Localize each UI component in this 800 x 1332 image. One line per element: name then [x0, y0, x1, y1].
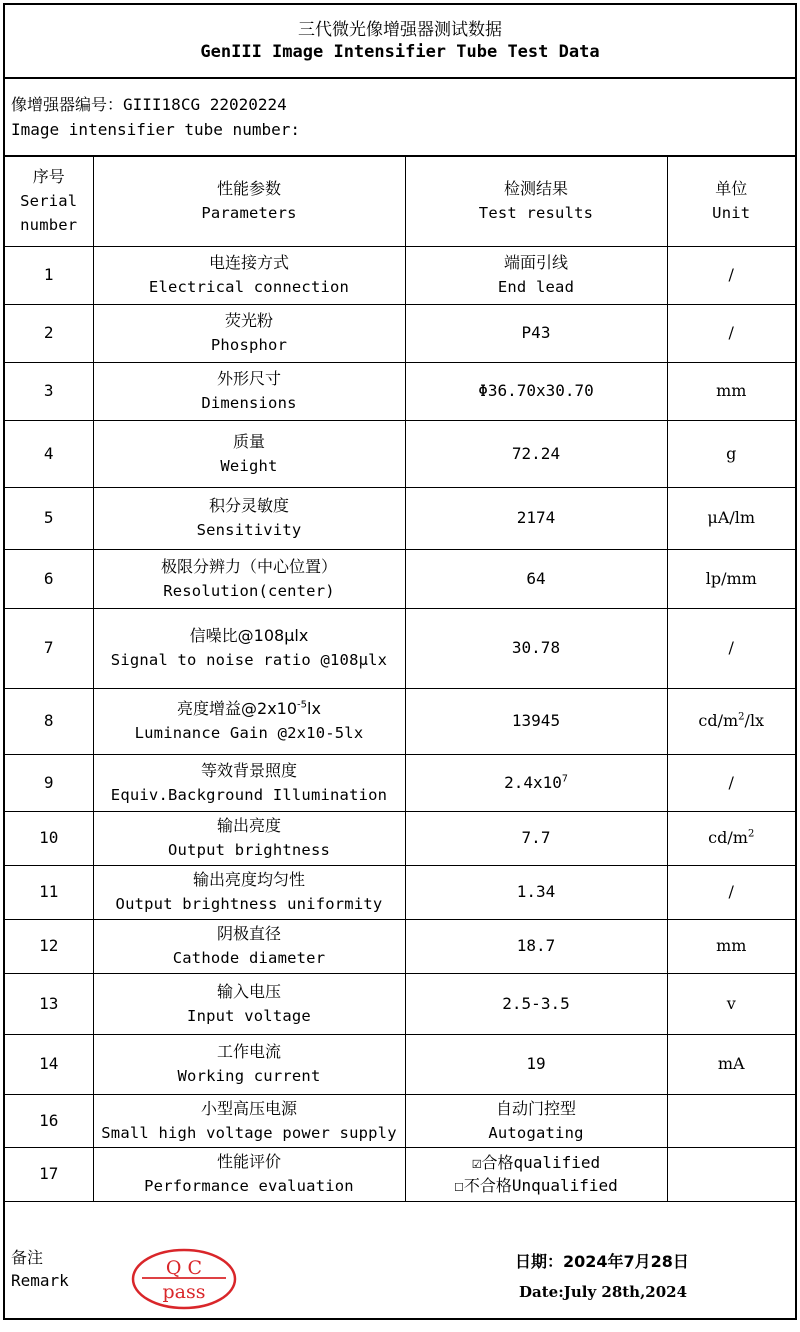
tube-number-label-en: Image intensifier tube number: — [11, 120, 300, 139]
header-parameters-en: Parameters — [201, 204, 297, 223]
parameter-zh: 质量 — [232, 431, 265, 451]
row-result: 19 — [405, 1034, 667, 1094]
row-serial: 17 — [5, 1147, 93, 1201]
tube-number-line — [11, 92, 795, 117]
row-parameter — [93, 919, 405, 973]
table-row — [5, 608, 795, 688]
row-result: P43 — [405, 304, 667, 362]
parameter-zh-text: 亮度增益@2x10 — [177, 699, 298, 718]
result-zh: 端面引线 — [503, 253, 568, 272]
row-result: 72.24 — [405, 420, 667, 487]
parameter-en: Sensitivity — [196, 521, 302, 539]
row-serial: 11 — [5, 865, 93, 919]
stamp-pass-text: pass — [162, 1280, 206, 1303]
parameter-en: Cathode diameter — [172, 949, 326, 967]
tube-number-label-zh: 像增强器编号： — [11, 95, 124, 114]
row-unit: g — [667, 420, 795, 487]
stamp-qc-text: Q C — [165, 1256, 203, 1279]
row-unit — [667, 1147, 795, 1201]
parameter-zh-suffix: lx — [307, 699, 321, 718]
row-unit: / — [667, 608, 795, 688]
row-result: 18.7 — [405, 919, 667, 973]
result-zh: 自动门控型 — [495, 1098, 576, 1118]
header-serial — [5, 157, 93, 246]
parameter-en: Small high voltage power supply — [101, 1123, 397, 1142]
parameter-en: Signal to noise ratio @108μlx — [110, 651, 388, 669]
table-row — [5, 246, 795, 304]
row-unit: / — [667, 304, 795, 362]
row-unit: / — [667, 865, 795, 919]
row-serial: 14 — [5, 1034, 93, 1094]
row-parameter — [93, 487, 405, 549]
row-serial: 1 — [5, 246, 93, 304]
date-english: Date:July 28th,2024 — [519, 1282, 688, 1301]
checked-checkbox-icon: ☑ — [471, 1153, 482, 1172]
parameter-zh: 阴极直径 — [216, 924, 281, 943]
row-result: 2174 — [405, 487, 667, 549]
parameter-zh-exponent: -5 — [297, 699, 308, 711]
row-parameter — [93, 1094, 405, 1147]
row-serial: 12 — [5, 919, 93, 973]
row-serial: 7 — [5, 608, 93, 688]
parameter-en: Dimensions — [201, 394, 297, 412]
row-result: 1.34 — [405, 865, 667, 919]
row-result: 64 — [405, 549, 667, 608]
parameter-en: Weight — [220, 456, 278, 475]
qc-pass-stamp — [130, 1247, 238, 1311]
parameter-en: Working current — [177, 1067, 321, 1085]
header-serial-en-2: number — [20, 216, 78, 235]
table-row — [5, 362, 795, 420]
parameter-zh: 外形尺寸 — [216, 369, 281, 388]
row-unit — [667, 811, 795, 865]
row-unit: mA — [667, 1034, 795, 1094]
row-parameter — [93, 811, 405, 865]
qualified-label: 合格qualified — [481, 1153, 601, 1172]
table-row — [5, 919, 795, 973]
tube-number-section — [5, 79, 795, 157]
row-result: 2.5-3.5 — [405, 973, 667, 1034]
header-parameters — [93, 157, 405, 246]
header-results-zh: 检测结果 — [503, 179, 568, 199]
header-unit — [667, 157, 795, 246]
row-unit — [667, 688, 795, 754]
row-unit: v — [667, 973, 795, 1034]
parameter-zh: 荧光粉 — [224, 311, 273, 330]
parameter-zh: 输出亮度 — [216, 816, 281, 835]
table-header-row — [5, 157, 795, 246]
header-parameters-zh: 性能参数 — [216, 179, 281, 199]
row-parameter — [93, 362, 405, 420]
remark-label — [11, 1246, 69, 1292]
parameter-zh: 极限分辨力（中心位置） — [160, 556, 337, 576]
tube-number-value: GIII18CG 22020224 — [123, 95, 287, 114]
parameter-zh — [94, 697, 405, 721]
row-unit: / — [667, 754, 795, 811]
empty-checkbox-icon: ☐ — [454, 1176, 464, 1195]
row-serial: 5 — [5, 487, 93, 549]
row-unit: / — [667, 246, 795, 304]
row-result: 13945 — [405, 688, 667, 754]
parameter-zh: 小型高压电源 — [200, 1098, 297, 1118]
unit-exponent: 2 — [747, 828, 755, 840]
document-header — [5, 5, 795, 79]
remark-label-zh: 备注 — [11, 1247, 44, 1267]
parameter-en: Equiv.Background Illumination — [110, 785, 388, 804]
parameter-zh: 性能评价 — [216, 1152, 281, 1171]
table-row — [5, 973, 795, 1034]
row-serial: 3 — [5, 362, 93, 420]
row-serial: 10 — [5, 811, 93, 865]
table-row — [5, 811, 795, 865]
parameter-en: Output brightness uniformity — [115, 895, 383, 913]
row-unit: mm — [667, 919, 795, 973]
table-row — [5, 549, 795, 608]
parameter-zh: 积分灵敏度 — [208, 496, 289, 515]
row-parameter — [93, 420, 405, 487]
parameter-zh: 电连接方式 — [208, 253, 289, 272]
date-chinese: 日期：2024年7月28日 — [515, 1251, 689, 1271]
row-unit — [667, 1094, 795, 1147]
header-serial-en-1: Serial — [20, 192, 78, 211]
row-parameter — [93, 754, 405, 811]
qualified-option — [406, 1151, 667, 1174]
row-result — [405, 754, 667, 811]
parameter-zh: 工作电流 — [216, 1042, 281, 1061]
row-parameter — [93, 549, 405, 608]
row-serial: 9 — [5, 754, 93, 811]
row-unit: mm — [667, 362, 795, 420]
row-unit: μA/lm — [667, 487, 795, 549]
table-row — [5, 754, 795, 811]
unit-text: cd/m — [698, 711, 739, 730]
row-result: Φ36.70x30.70 — [405, 362, 667, 420]
parameter-zh: 等效背景照度 — [200, 760, 297, 780]
row-result: 7.7 — [405, 811, 667, 865]
table-row — [5, 420, 795, 487]
row-result — [405, 246, 667, 304]
parameter-en: Resolution(center) — [163, 581, 335, 600]
row-result — [405, 1094, 667, 1147]
row-parameter — [93, 865, 405, 919]
parameter-zh: 输入电压 — [216, 981, 281, 1001]
title-english: GenIII Image Intensifier Tube Test Data — [200, 42, 600, 62]
row-parameter — [93, 688, 405, 754]
table-row — [5, 1094, 795, 1147]
test-data-sheet — [3, 3, 797, 1320]
row-serial: 6 — [5, 549, 93, 608]
unqualified-option — [406, 1174, 667, 1197]
row-parameter — [93, 973, 405, 1034]
row-parameter — [93, 608, 405, 688]
test-data-table — [5, 157, 795, 1202]
parameter-zh: 信噪比@108μlx — [189, 626, 309, 645]
row-parameter — [93, 246, 405, 304]
header-unit-zh: 单位 — [715, 179, 748, 199]
result-text: 2.4x10 — [504, 772, 562, 792]
row-result: 30.78 — [405, 608, 667, 688]
unqualified-label: 不合格Unqualified — [463, 1176, 618, 1195]
parameter-en: Luminance Gain @2x10-5lx — [134, 724, 364, 742]
parameter-zh: 输出亮度均匀性 — [192, 870, 305, 889]
row-parameter — [93, 1147, 405, 1201]
header-serial-zh: 序号 — [32, 167, 65, 187]
row-serial: 13 — [5, 973, 93, 1034]
row-parameter — [93, 304, 405, 362]
parameter-en: Performance evaluation — [144, 1177, 354, 1195]
table-row — [5, 688, 795, 754]
unit-text: cd/m — [708, 828, 748, 847]
result-en: End lead — [497, 278, 575, 296]
header-unit-en: Unit — [712, 204, 751, 223]
table-row — [5, 1034, 795, 1094]
row-serial: 16 — [5, 1094, 93, 1147]
unit-suffix: /lx — [744, 711, 765, 730]
table-row — [5, 304, 795, 362]
table-row — [5, 487, 795, 549]
unit-exponent: 2 — [738, 711, 745, 723]
remark-label-en: Remark — [11, 1270, 69, 1290]
table-row — [5, 1147, 795, 1201]
parameter-en: Output brightness — [167, 841, 331, 859]
parameter-en: Input voltage — [187, 1006, 311, 1025]
result-exponent: 7 — [561, 773, 568, 785]
row-serial: 4 — [5, 420, 93, 487]
header-results-en: Test results — [478, 204, 594, 223]
parameter-en: Electrical connection — [148, 278, 350, 296]
row-unit: lp/mm — [667, 549, 795, 608]
table-row — [5, 865, 795, 919]
header-results — [405, 157, 667, 246]
row-parameter — [93, 1034, 405, 1094]
row-result-evaluation — [405, 1147, 667, 1201]
row-serial: 8 — [5, 688, 93, 754]
title-chinese: 三代微光像增强器测试数据 — [298, 20, 502, 40]
parameter-en: Phosphor — [210, 336, 288, 354]
row-serial: 2 — [5, 304, 93, 362]
remark-section — [5, 1202, 795, 1332]
result-en: Autogating — [488, 1123, 584, 1142]
